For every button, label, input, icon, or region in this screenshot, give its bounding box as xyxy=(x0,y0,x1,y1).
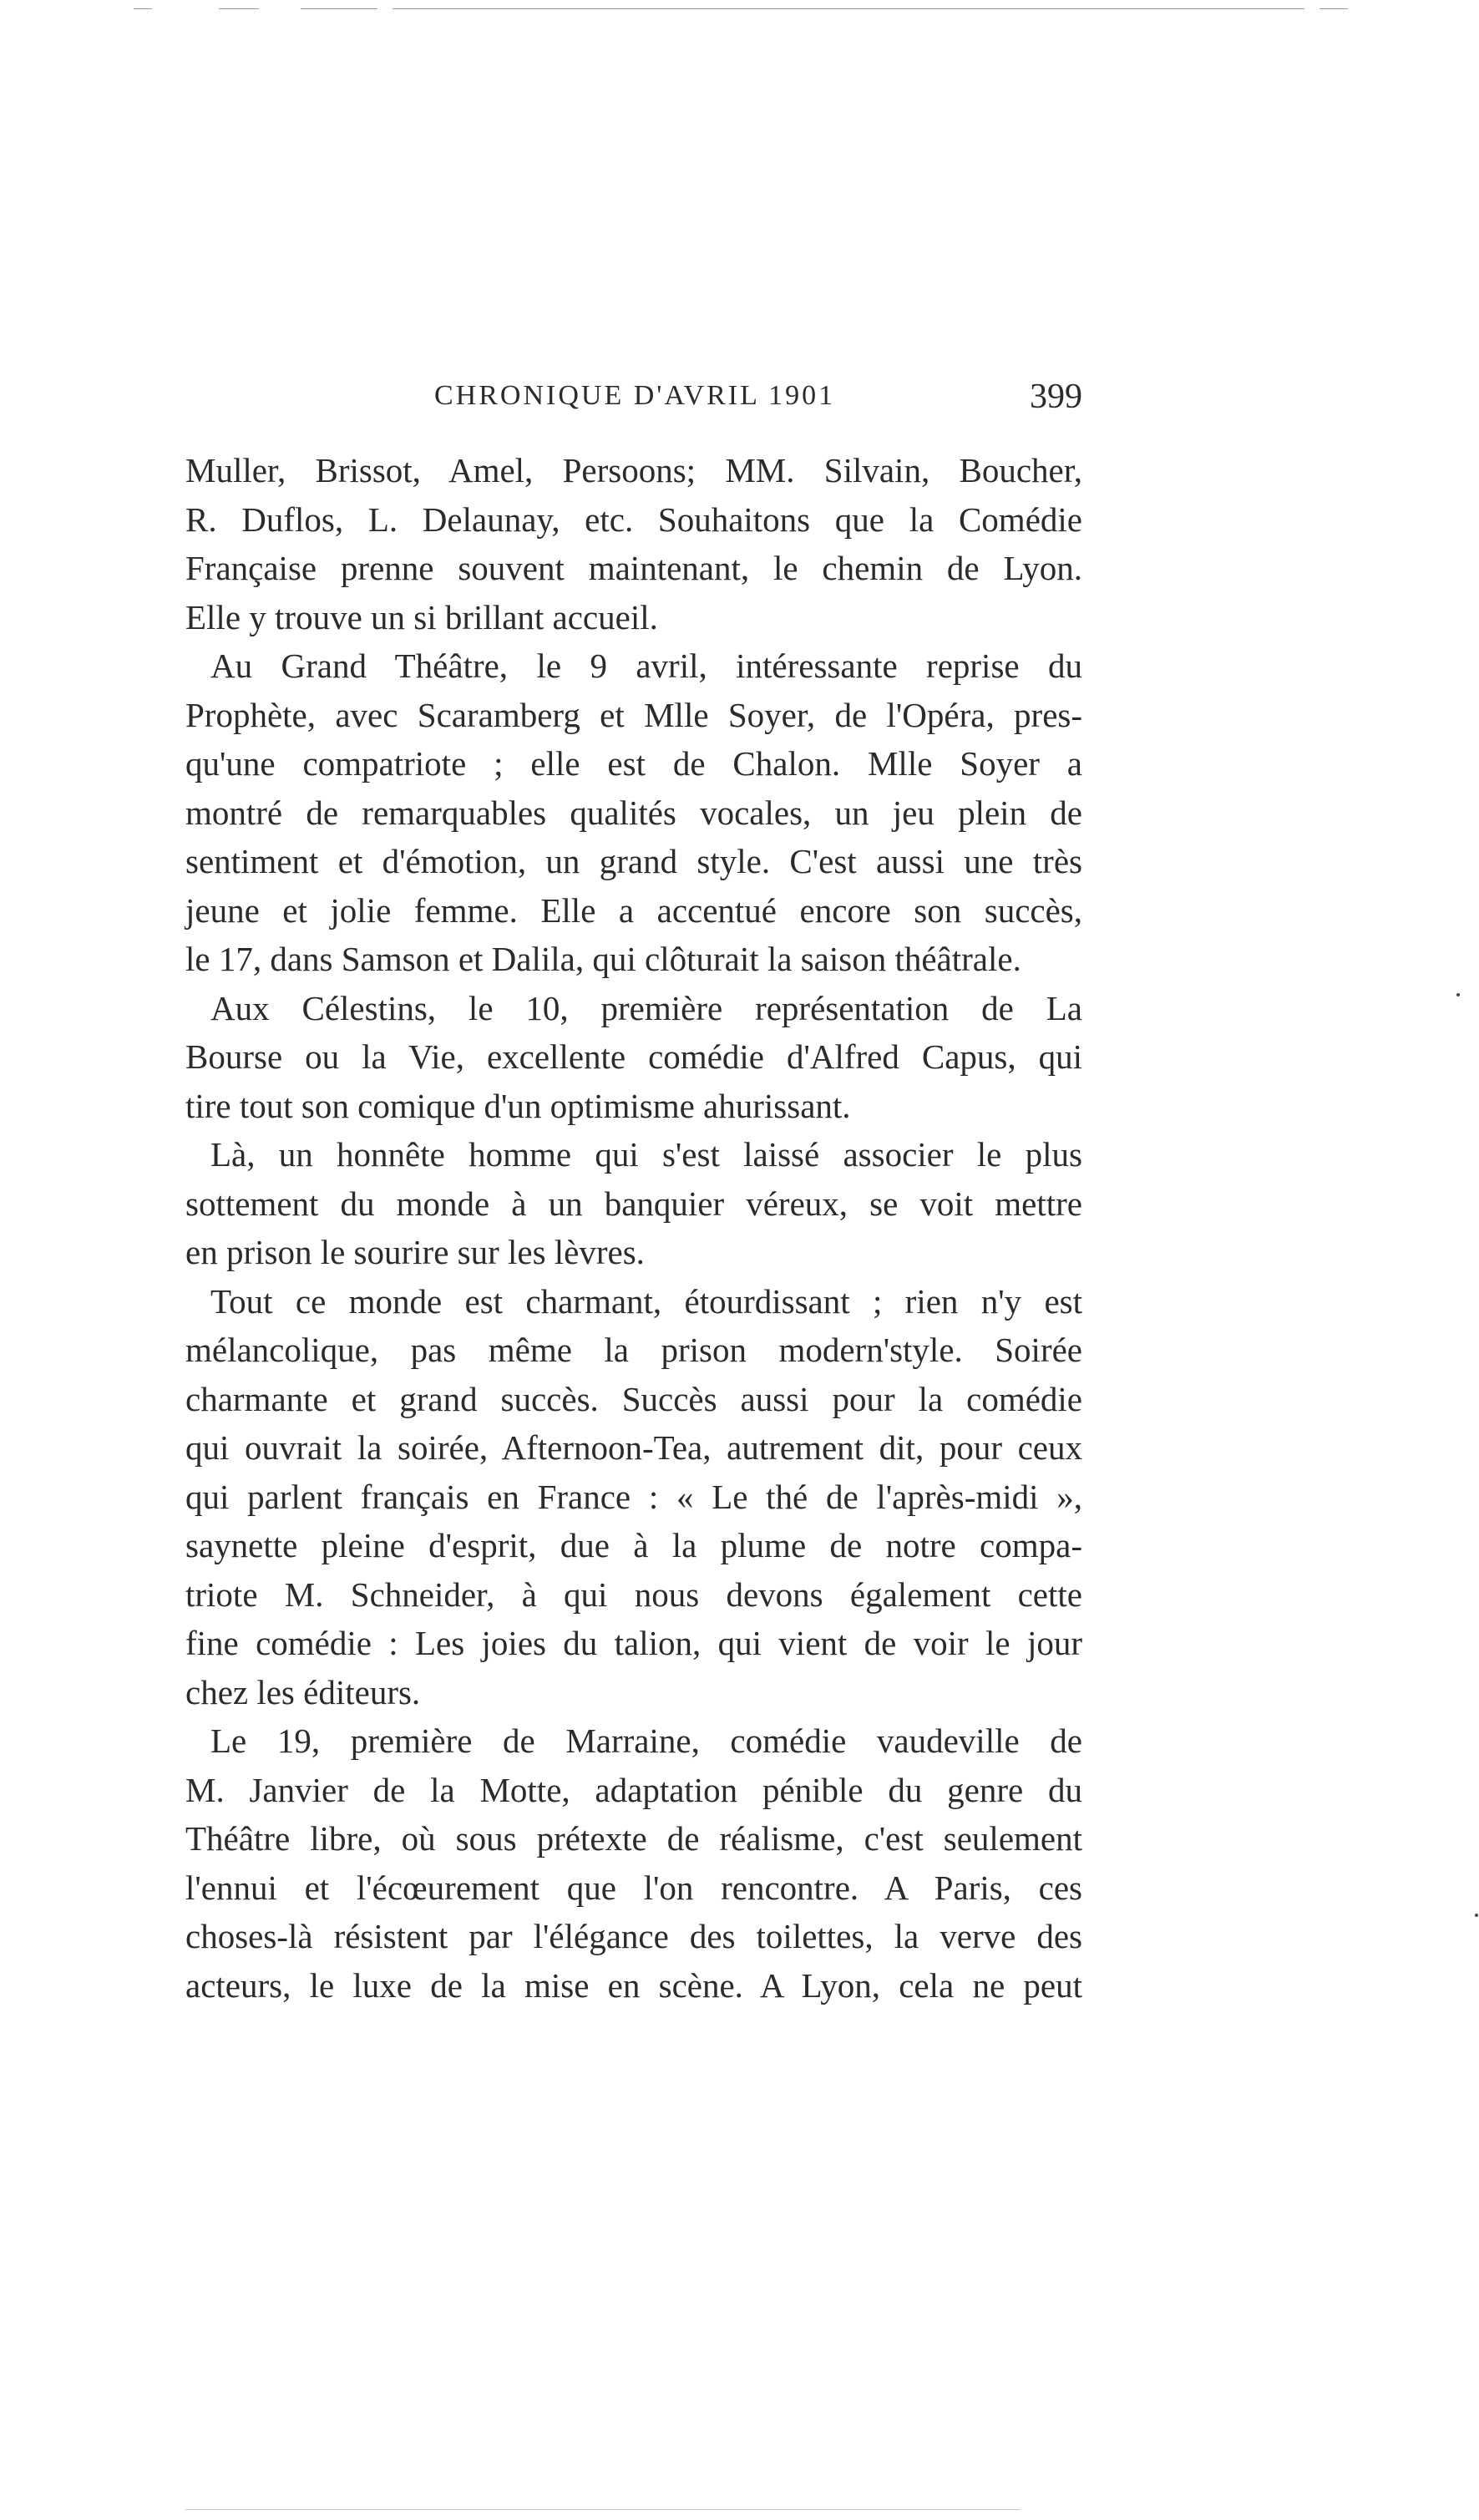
text-line: l'ennui et l'écœurement que l'on rencontre. A Paris, ces xyxy=(185,1868,1082,1907)
text-line: Bourse ou la Vie, excellente comédie d'Alfred Capus, qui xyxy=(185,1037,1082,1076)
text-line: Le 19, première de Marraine, comédie vaudeville de xyxy=(210,1721,1082,1760)
scan-speck xyxy=(1475,1914,1478,1917)
body-text xyxy=(185,446,1082,2010)
text-line: R. Duflos, L. Delaunay, etc. Souhaitons que la Comédie xyxy=(185,499,1082,539)
text-line: M. Janvier de la Motte, adaptation pénible du genre du xyxy=(185,1770,1082,1809)
text-line: saynette pleine d'esprit, due à la plume de notre compa- xyxy=(185,1526,1082,1564)
text-line: mélancolique, pas même la prison modern'style. Soirée xyxy=(185,1331,1082,1369)
top-rule-fragment xyxy=(301,8,377,9)
text-line: Elle y trouve un si brillant accueil. xyxy=(185,597,658,636)
top-rule xyxy=(393,8,1286,9)
text-line: Muller, Brissot, Amel, Persoons; MM. Silvain, Boucher, xyxy=(185,451,1082,489)
text-line: Française prenne souvent maintenant, le chemin de Lyon. xyxy=(185,549,1082,587)
text-line: tire tout son comique d'un optimisme ahurissant. xyxy=(185,1086,851,1125)
text-line: chez les éditeurs. xyxy=(185,1672,421,1711)
text-line: charmante et grand succès. Succès aussi pour la comédie xyxy=(185,1379,1082,1418)
text-line: qui ouvrait la soirée, Afternoon-Tea, autrement dit, pour ceux xyxy=(185,1428,1082,1467)
text-line: sottement du monde à un banquier véreux, se voit mettre xyxy=(185,1184,1082,1223)
top-rule-fragment xyxy=(219,8,259,9)
text-line: sentiment et d'émotion, un grand style. C'est aussi une très xyxy=(185,842,1082,880)
text-line: choses-là résistent par l'élégance des toilettes, la verve des xyxy=(185,1917,1082,1955)
text-line: fine comédie : Les joies du talion, qui vient de voir le jour xyxy=(185,1624,1082,1662)
scan-speck xyxy=(1456,993,1460,996)
top-rule-fragment xyxy=(1319,8,1348,9)
bottom-rule xyxy=(185,2509,1021,2510)
text-line: Théâtre libre, où sous prétexte de réalisme, c'est seulement xyxy=(185,1819,1082,1858)
top-rule-fragment xyxy=(1286,8,1304,9)
text-line: le 17, dans Samson et Dalila, qui clôturait la saison théâtrale. xyxy=(185,940,1021,978)
text-line: jeune et jolie femme. Elle a accentué encore son succès, xyxy=(185,890,1082,930)
top-rule-fragment xyxy=(134,8,152,9)
text-line: en prison le sourire sur les lèvres. xyxy=(185,1233,645,1271)
text-line: qu'une compatriote ; elle est de Chalon. Mlle Soyer a xyxy=(185,744,1082,783)
text-line: Au Grand Théâtre, le 9 avril, intéressante reprise du xyxy=(210,646,1082,685)
text-line: qui parlent français en France : « Le thé de l'après-midi », xyxy=(185,1477,1082,1516)
text-line: Prophète, avec Scaramberg et Mlle Soyer, de l'Opéra, pres- xyxy=(185,695,1082,734)
text-line: Là, un honnête homme qui s'est laissé associer le plus xyxy=(210,1135,1082,1174)
running-head: CHRONIQUE D'AVRIL 1901 xyxy=(434,380,836,411)
text-line: Aux Célestins, le 10, première représentation de La xyxy=(210,988,1082,1027)
page-number: 399 xyxy=(1030,378,1082,416)
page-header xyxy=(185,380,1082,430)
text-line: acteurs, le luxe de la mise en scène. A Lyon, cela ne peut xyxy=(185,1965,1082,2005)
text-line: Tout ce monde est charmant, étourdissant ; rien n'y est xyxy=(210,1281,1082,1321)
text-line: triote M. Schneider, à qui nous devons également cette xyxy=(185,1574,1082,1614)
text-line: montré de remarquables qualités vocales, un jeu plein de xyxy=(185,793,1082,832)
